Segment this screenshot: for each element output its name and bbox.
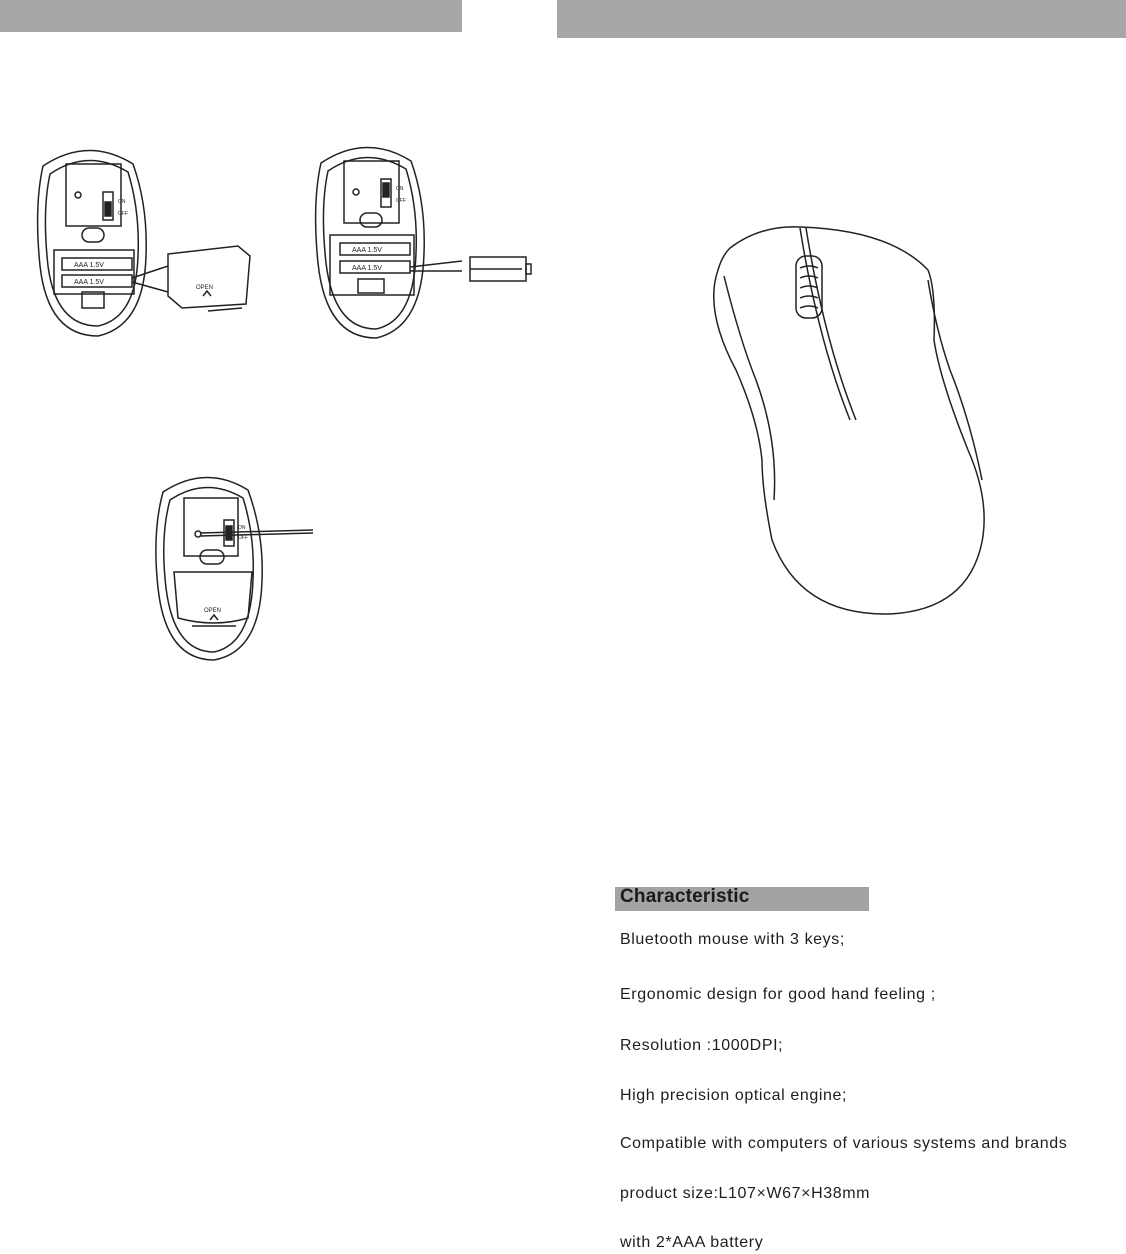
battery-slot-2-label: AAA 1.5V [74,279,104,286]
mouse-bottom-cover-closed-figure [148,464,318,664]
mouse-bottom-insert-battery-figure [306,133,536,348]
switch-off-label-3: OFF [238,535,248,541]
feature-item: product size:L107×W67×H38mm [620,1185,871,1202]
feature-item: Compatible with computers of various systems and brands [620,1135,1068,1152]
right-header-bar [557,0,1126,38]
cover-open-label-2: OPEN [204,608,222,614]
switch-on-label-2: ON [396,186,404,192]
mouse-top-view-figure [700,220,1000,620]
left-header-bar [0,0,462,32]
feature-item: Resolution :1000DPI; [620,1037,784,1054]
feature-item: High precision optical engine; [620,1087,848,1104]
battery-slot-2-label-2: AAA 1.5V [352,265,382,272]
switch-on-label-3: ON [238,525,246,531]
characteristic-heading: Characteristic [620,886,750,907]
switch-off-label: OFF [118,211,128,217]
feature-item: Bluetooth mouse with 3 keys; [620,931,845,948]
switch-on-label: ON [118,199,126,205]
feature-item: Ergonomic design for good hand feeling ; [620,986,936,1003]
battery-slot-1-label-2: AAA 1.5V [352,247,382,254]
cover-open-label: OPEN [196,285,214,291]
battery-slot-1-label: AAA 1.5V [74,262,104,269]
feature-item: with 2*AAA battery [620,1234,764,1251]
mouse-bottom-cover-removed-figure [28,136,278,346]
switch-off-label-2: OFF [396,198,406,204]
